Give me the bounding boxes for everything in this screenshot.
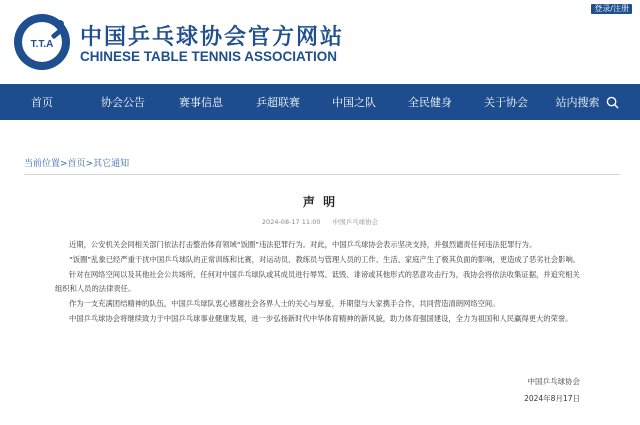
article-date: 2024-08-17 11:00	[261, 218, 321, 226]
nav-item-about[interactable]: 关于协会	[484, 96, 528, 109]
search-icon[interactable]	[606, 96, 619, 109]
site-title-cn: 中国乒乓球协会官方网站	[80, 25, 345, 50]
paragraph: “饭圈”乱象已经严重干扰中国乒乓球队的正常训练和比赛，对运动员、教练员与管理人员的工作、生活、家庭产生了极其负面的影响，更造成了恶劣社会影响。	[69, 255, 581, 264]
article-signature: 中国乒乓球协会	[527, 377, 580, 386]
site-search-label: 站内搜索	[555, 96, 600, 109]
paragraph: 作为一支充满团结精神的队伍，中国乒乓球队衷心感谢社会各界人士的关心与厚爱，并期望与大家携手合作，共同营造清朗网络空间。	[69, 299, 500, 308]
nav-item-events[interactable]: 赛事信息	[179, 96, 223, 109]
nav-item-home[interactable]: 首页	[31, 96, 53, 109]
logo-lettering: T.T.A	[30, 39, 54, 50]
nav-item-super-league[interactable]: 乒超联赛	[256, 96, 300, 109]
main-nav	[0, 84, 640, 120]
paragraph: 近期，公安机关会同相关部门依法打击整治体育领域“饭圈”违法犯罪行为。对此，中国乒乓球协会表示坚决支持，并强烈谴责任何违法犯罪行为。	[69, 240, 537, 249]
nav-item-announcements[interactable]: 协会公告	[101, 96, 145, 109]
article-title: 声 明	[302, 195, 338, 209]
article-meta	[0, 217, 640, 226]
paragraph: 针对在网络空间以及其他社会公共场所，任何对中国乒乓球队或其成员进行辱骂、诋毁、诽谤或其他形式的恶意攻击行为，我协会将依法收集证据，并追究相关组织和人员的法律责任。	[55, 270, 580, 293]
breadcrumb-home[interactable]: 首页	[67, 159, 86, 169]
article-sign-date: 2024年8月17日	[524, 394, 580, 403]
site-title-en: CHINESE TABLE TENNIS ASSOCIATION	[80, 49, 338, 64]
nav-item-fitness[interactable]: 全民健身	[408, 96, 452, 109]
paragraph: 中国乒乓球协会将继续致力于中国乒乓球事业健康发展，进一步弘扬新时代中华体育精神的新风貌，助力体育强国建设，全力为祖国和人民赢得更大的荣誉。	[69, 314, 573, 323]
breadcrumb	[24, 156, 620, 175]
tta-logo[interactable]	[12, 12, 72, 72]
breadcrumb-prefix: 当前位置>	[24, 159, 68, 169]
nav-item-national-team[interactable]: 中国之队	[332, 96, 376, 109]
article-body	[55, 238, 585, 327]
site-header	[0, 0, 640, 84]
article-source: 中国乒乓球协会	[332, 218, 379, 226]
breadcrumb-current[interactable]: 其它通知	[93, 159, 130, 169]
login-register-link[interactable]: 登录/注册	[591, 4, 632, 14]
site-search[interactable]	[544, 94, 630, 110]
breadcrumb-separator: >	[85, 159, 94, 169]
